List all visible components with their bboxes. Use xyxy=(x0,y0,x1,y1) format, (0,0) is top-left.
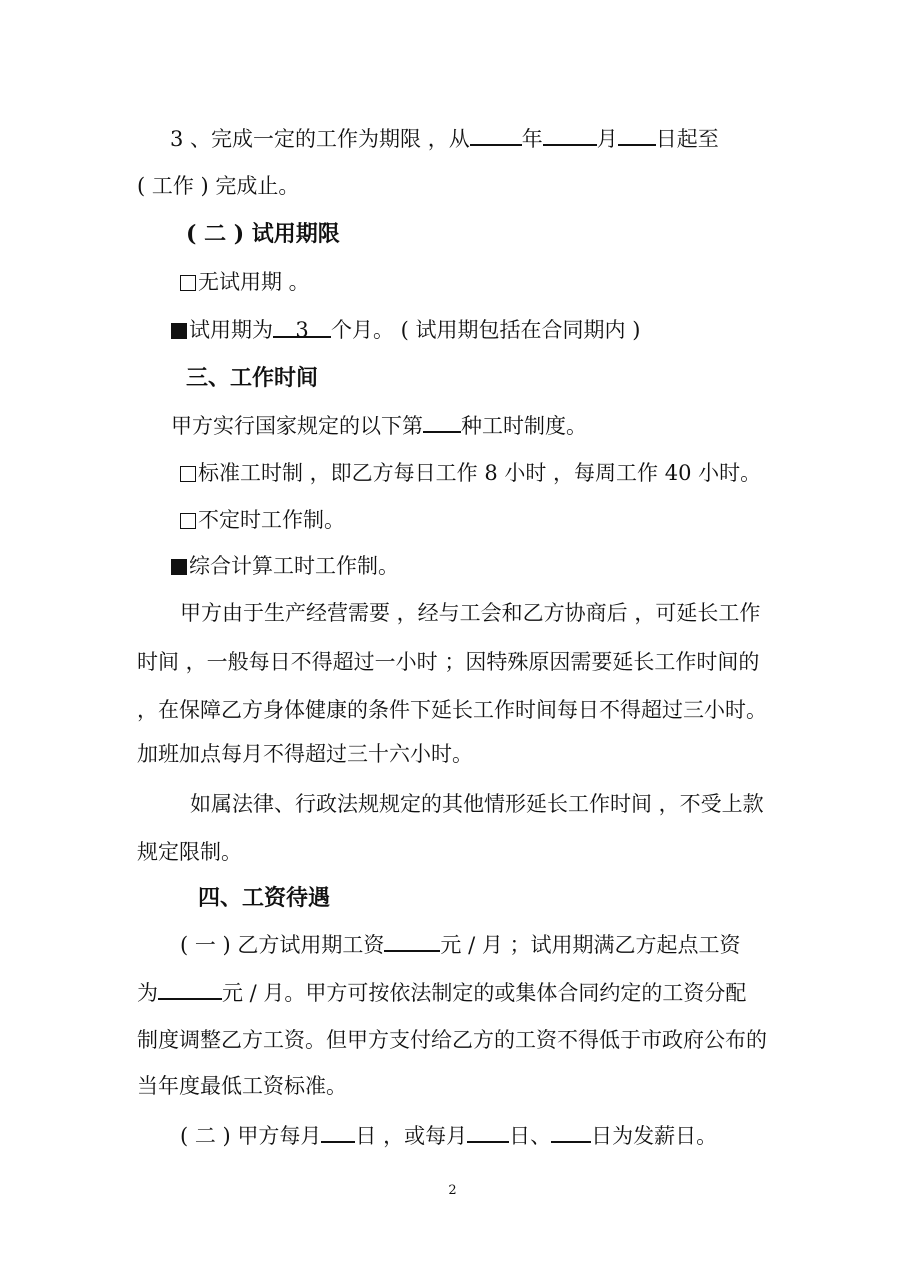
probation-wage-blank xyxy=(384,930,440,952)
probation-months-blank xyxy=(273,316,331,342)
payday-blank-1 xyxy=(321,1121,355,1143)
payday-text: 日 ，或每月 xyxy=(355,1124,468,1148)
paragraph-line: 甲方由于生产经营需要 ，经与工会和乙方协商后 ，可延长工作 xyxy=(180,601,761,625)
paragraph-line: 当年度最低工资标准。 xyxy=(137,1074,347,1098)
option-label-tail: 个月。 ( 试用期包括在合同期内 ) xyxy=(331,318,641,342)
checkbox-empty-icon xyxy=(180,275,196,291)
heading-probation: ( 二 ) 试用期限 xyxy=(186,221,340,247)
checkbox-empty-icon xyxy=(180,513,196,529)
payday-blank-2 xyxy=(467,1121,509,1143)
heading-wage: 四、工资待遇 xyxy=(198,885,331,911)
payday-line xyxy=(180,1121,717,1150)
option-no-probation xyxy=(180,268,310,296)
payday-blank-3 xyxy=(551,1121,591,1143)
paragraph-line: 制度调整乙方工资。但甲方支付给乙方的工资不得低于市政府公布的 xyxy=(137,1028,767,1052)
page-number: 2 xyxy=(448,1183,457,1198)
term-line-1 xyxy=(170,124,719,153)
work-system-tail: 种工时制度。 xyxy=(461,414,587,438)
payday-text: 日、 xyxy=(509,1124,552,1148)
option-flexible xyxy=(180,506,345,534)
starting-wage-blank xyxy=(158,978,222,1000)
option-comprehensive xyxy=(171,552,399,580)
paragraph-line: 时间 ，一般每日不得超过一小时 ；因特殊原因需要延长工作时间的 xyxy=(137,650,760,674)
option-label: 标准工时制 ，即乙方每日工作 8 小时 ，每周工作 40 小时。 xyxy=(198,461,762,485)
option-label: 试用期为 xyxy=(189,318,273,342)
option-label: 无试用期 。 xyxy=(198,270,310,294)
paragraph-line: 如属法律、行政法规规定的其他情形延长工作时间 ，不受上款 xyxy=(190,792,764,816)
probation-months-value: 3 xyxy=(295,318,309,342)
option-label: 综合计算工时工作制。 xyxy=(189,554,399,578)
wage-text: 为 xyxy=(137,981,158,1005)
heading-work-time: 三、工作时间 xyxy=(186,365,319,391)
year-label: 年 xyxy=(521,127,543,151)
work-system-text: 甲方实行国家规定的以下第 xyxy=(171,414,423,438)
checkbox-filled-icon xyxy=(171,323,187,339)
paragraph-line: 规定限制。 xyxy=(137,840,242,864)
wage-text: ( 一 ) 乙方试用期工资 xyxy=(180,933,385,957)
day-label: 日起至 xyxy=(655,127,719,151)
term-line-2: ( 工作 ) 完成止。 xyxy=(137,174,300,198)
option-probation-period xyxy=(171,316,640,344)
paragraph-line: 加班加点每月不得超过三十六小时。 xyxy=(137,742,473,766)
wage-line-2 xyxy=(137,978,746,1007)
option-label: 不定时工作制。 xyxy=(198,508,345,532)
wage-text-tail: 元 / 月。甲方可按依法制定的或集体合同约定的工资分配 xyxy=(222,981,747,1005)
wage-line-1 xyxy=(180,930,741,959)
month-blank xyxy=(543,124,597,146)
wage-text-tail: 元 / 月 ；试用期满乙方起点工资 xyxy=(440,933,741,957)
payday-text: ( 二 ) 甲方每月 xyxy=(180,1124,322,1148)
term-text: 3 、完成一定的工作为期限 ，从 xyxy=(170,127,470,151)
year-blank xyxy=(470,124,522,146)
payday-text: 日为发薪日。 xyxy=(591,1124,718,1148)
system-number-blank xyxy=(423,411,461,433)
checkbox-filled-icon xyxy=(171,559,187,575)
paragraph-line: ，在保障乙方身体健康的条件下延长工作时间每日不得超过三小时。 xyxy=(137,698,767,722)
checkbox-empty-icon xyxy=(180,466,196,482)
option-standard xyxy=(180,459,761,487)
day-blank xyxy=(618,124,656,146)
work-system-line xyxy=(171,411,587,440)
month-label: 月 xyxy=(596,127,618,151)
